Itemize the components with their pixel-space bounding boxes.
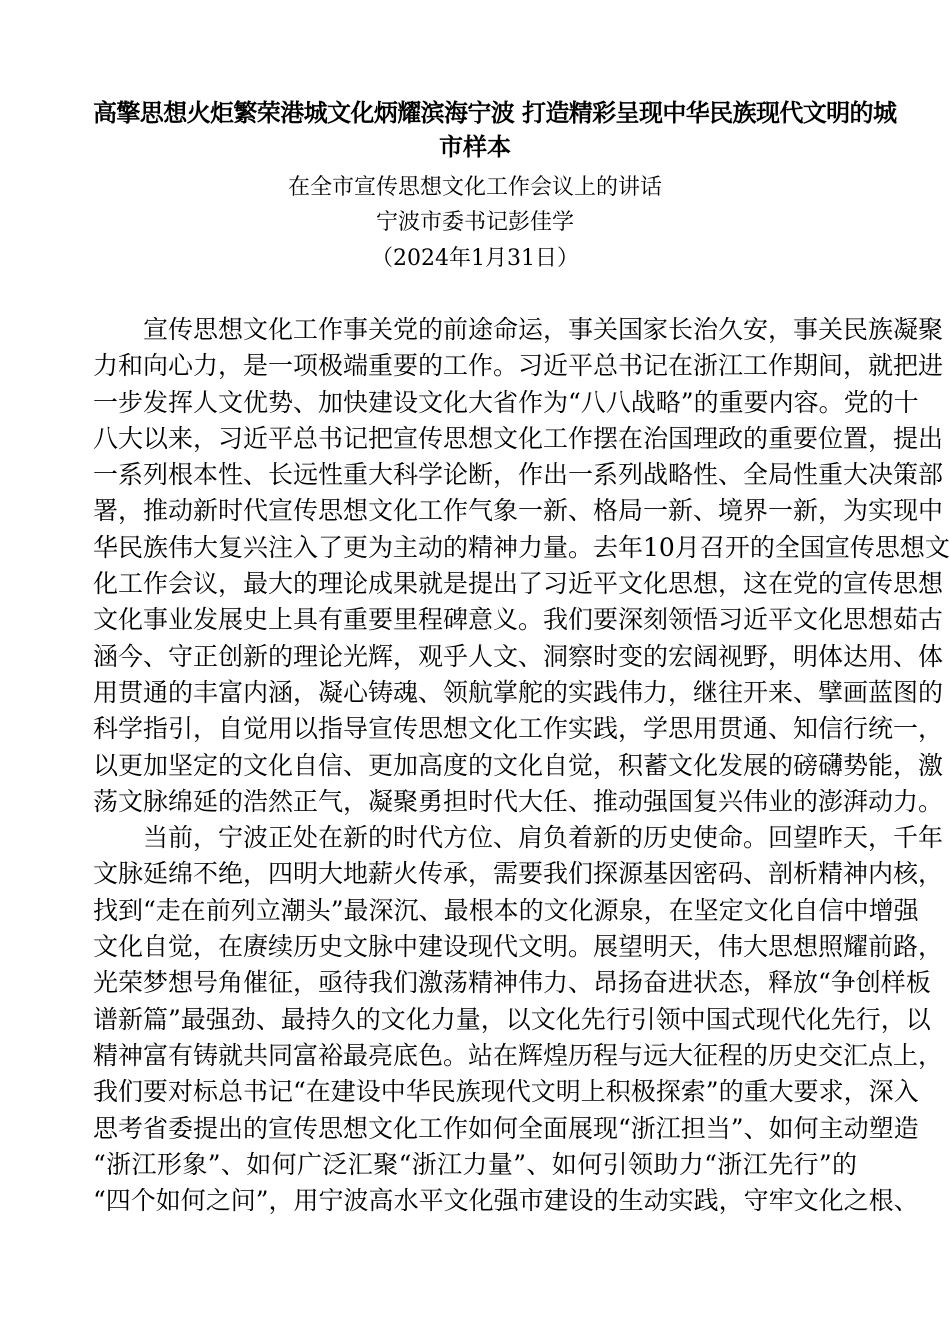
text-line: 一系列根本性、长远性重大科学论断，作出一系列战略性、全局性重大决策部: [93, 460, 944, 490]
text-line: 找到“走在前列立潮头”最深沉、最根本的文化源泉，在坚定文化自信中增强: [93, 895, 919, 925]
speaker: 宁波市委书记彭佳学: [375, 210, 574, 235]
paragraph: [93, 820, 944, 1219]
text-line: “四个如何之问”，用宁波高水平文化强市建设的生动实践，守牢文化之根、: [93, 1186, 919, 1216]
text-line: 文化自觉，在赓续历史文脉中建设现代文明。展望明天，伟大思想照耀前路，: [93, 932, 944, 962]
text-line: 科学指引，自觉用以指导宣传思想文化工作实践，学思用贯通、知信行统一，: [93, 714, 944, 744]
text-line: 当前，宁波正处在新的时代方位、肩负着新的历史使命。回望昨天，千年: [93, 823, 944, 853]
text-line: 涵今、守正创新的理论光辉，观乎人文、洞察时变的宏阔视野，明体达用、体: [93, 641, 944, 671]
text-line: “浙江形象”、如何广泛汇聚“浙江力量”、如何引领助力“浙江先行”的: [93, 1149, 857, 1179]
document-body: [93, 312, 950, 1219]
text-line: 化工作会议，最大的理论成果就是提出了习近平文化思想，这在党的宣传思想: [93, 569, 944, 599]
text-line: 我们要对标总书记“在建设中华民族现代文明上积极探索”的重大要求，深入: [93, 1077, 919, 1107]
text-line: 八大以来，习近平总书记把宣传思想文化工作摆在治国理政的重要位置，提出: [93, 423, 944, 453]
subtitle: 在全市宣传思想文化工作会议上的讲话: [287, 175, 662, 200]
text-line: 文脉延绵不绝，四明大地薪火传承，需要我们探源基因密码、剖析精神内核，: [93, 859, 944, 889]
text-line: 光荣梦想号角催征，亟待我们激荡精神伟力、昂扬奋进状态，释放“争创样板: [93, 968, 931, 998]
text-line: 谱新篇”最强劲、最持久的文化力量，以文化先行引领中国式现代化先行，以: [93, 1004, 931, 1034]
text-line: 思考省委提出的宣传思想文化工作如何全面展现“浙江担当”、如何主动塑造: [93, 1113, 919, 1143]
paragraph: [93, 312, 950, 820]
date: （2024年1月31日）: [371, 246, 579, 271]
text-line: 署，推动新时代宣传思想文化工作气象一新、格局一新、境界一新，为实现中: [93, 496, 944, 526]
document-title: [93, 96, 897, 164]
text-line: 以更加坚定的文化自信、更加高度的文化自觉，积蓄文化发展的磅礴势能，激: [93, 750, 944, 780]
text-line: 力和向心力，是一项极端重要的工作。习近平总书记在浙江工作期间，就把进: [93, 351, 944, 381]
text-line: 文化事业发展史上具有重要里程碑意义。我们要深刻领悟习近平文化思想茹古: [93, 605, 944, 635]
text-line: 一步发挥人文优势、加快建设文化大省作为“八八战略”的重要内容。党的十: [93, 387, 919, 417]
text-line: 宣传思想文化工作事关党的前途命运，事关国家长治久安，事关民族凝聚: [93, 315, 944, 344]
text-line: 荡文脉绵延的浩然正气，凝聚勇担时代大任、推动强国复兴伟业的澎湃动力。: [93, 786, 944, 816]
text-line: 精神富有铸就共同富裕最亮底色。站在辉煌历程与远大征程的历史交汇点上，: [93, 1040, 944, 1070]
title-line-1: 高擎思想火炬繁荣港城文化炳耀滨海宁波 打造精彩呈现中华民族现代文明的城: [93, 98, 897, 127]
text-line: 用贯通的丰富内涵，凝心铸魂、领航掌舵的实践伟力，继往开来、擘画蓝图的: [93, 677, 944, 707]
text-line: 华民族伟大复兴注入了更为主动的精神力量。去年10月召开的全国宣传思想文: [93, 532, 950, 562]
title-line-2: 市样本: [439, 132, 511, 161]
